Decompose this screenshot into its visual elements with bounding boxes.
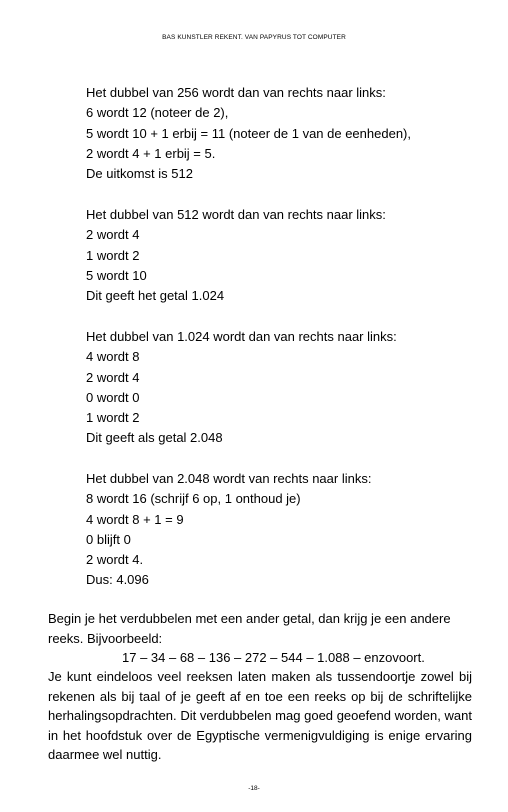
page-number: -18- — [248, 785, 260, 792]
example-line: Dus: 4.096 — [86, 572, 149, 588]
example-line: 5 wordt 10 — [86, 267, 147, 283]
example-line: Dit geeft als getal 2.048 — [86, 430, 223, 446]
example-line: Het dubbel van 1.024 wordt dan van rechts naar links: — [86, 329, 397, 344]
example-line: 2 wordt 4. — [86, 552, 144, 568]
example-line: Het dubbel van 512 wordt dan van rechts naar links: — [86, 207, 386, 222]
example-line: 2 wordt 4 — [86, 369, 140, 385]
doubling-example-256 — [86, 83, 486, 184]
paragraph-line: reeks. Bijvoorbeeld: — [48, 630, 163, 646]
example-line: 8 wordt 16 (schrijf 6 op, 1 onthoud je) — [86, 491, 301, 507]
closing-paragraph: Je kunt eindeloos veel reeksen laten maken als tussendoortje zowel bij rekenen als bij taal of je geeft af en toe een reeks op bij de schriftelijke herhalingsopdrachten. Dit verdubbelen mag goed geoefend worden, want in het hoofdstuk over de Egyptische vermenigvuldiging is enige ervaring daarmee wel nuttig. — [48, 669, 472, 762]
example-line: Het dubbel van 2.048 wordt van rechts naar links: — [86, 471, 372, 486]
example-line: 4 wordt 8 — [86, 349, 140, 365]
example-line: 0 wordt 0 — [86, 389, 140, 405]
doubling-example-1024 — [86, 327, 486, 449]
example-line: 6 wordt 12 (noteer de 2), — [86, 105, 229, 121]
example-line: 2 wordt 4 + 1 erbij = 5. — [86, 145, 216, 161]
example-line: 4 wordt 8 + 1 = 9 — [86, 511, 184, 527]
example-line: De uitkomst is 512 — [86, 166, 193, 182]
example-line: Het dubbel van 256 wordt dan van rechts naar links: — [86, 85, 386, 100]
example-line: 5 wordt 10 + 1 erbij = 11 (noteer de 1 van de eenheden), — [86, 125, 411, 141]
example-line: 2 wordt 4 — [86, 227, 140, 243]
example-line: 1 wordt 2 — [86, 410, 140, 426]
example-line: 0 blijft 0 — [86, 531, 131, 547]
example-sequence: 17 – 34 – 68 – 136 – 272 – 544 – 1.088 – enzovoort. — [122, 650, 425, 665]
doubling-example-512 — [86, 205, 486, 306]
paragraph-line: Begin je het verdubbelen met een ander getal, dan krijg je een andere — [48, 611, 451, 626]
example-line: Dit geeft het getal 1.024 — [86, 288, 225, 304]
example-line: 1 wordt 2 — [86, 247, 140, 263]
doubling-example-2048 — [86, 469, 486, 591]
intro-paragraph — [48, 609, 472, 648]
running-header: BAS KUNSTLER REKENT. VAN PAPYRUS TOT COMPUTER — [162, 34, 346, 41]
